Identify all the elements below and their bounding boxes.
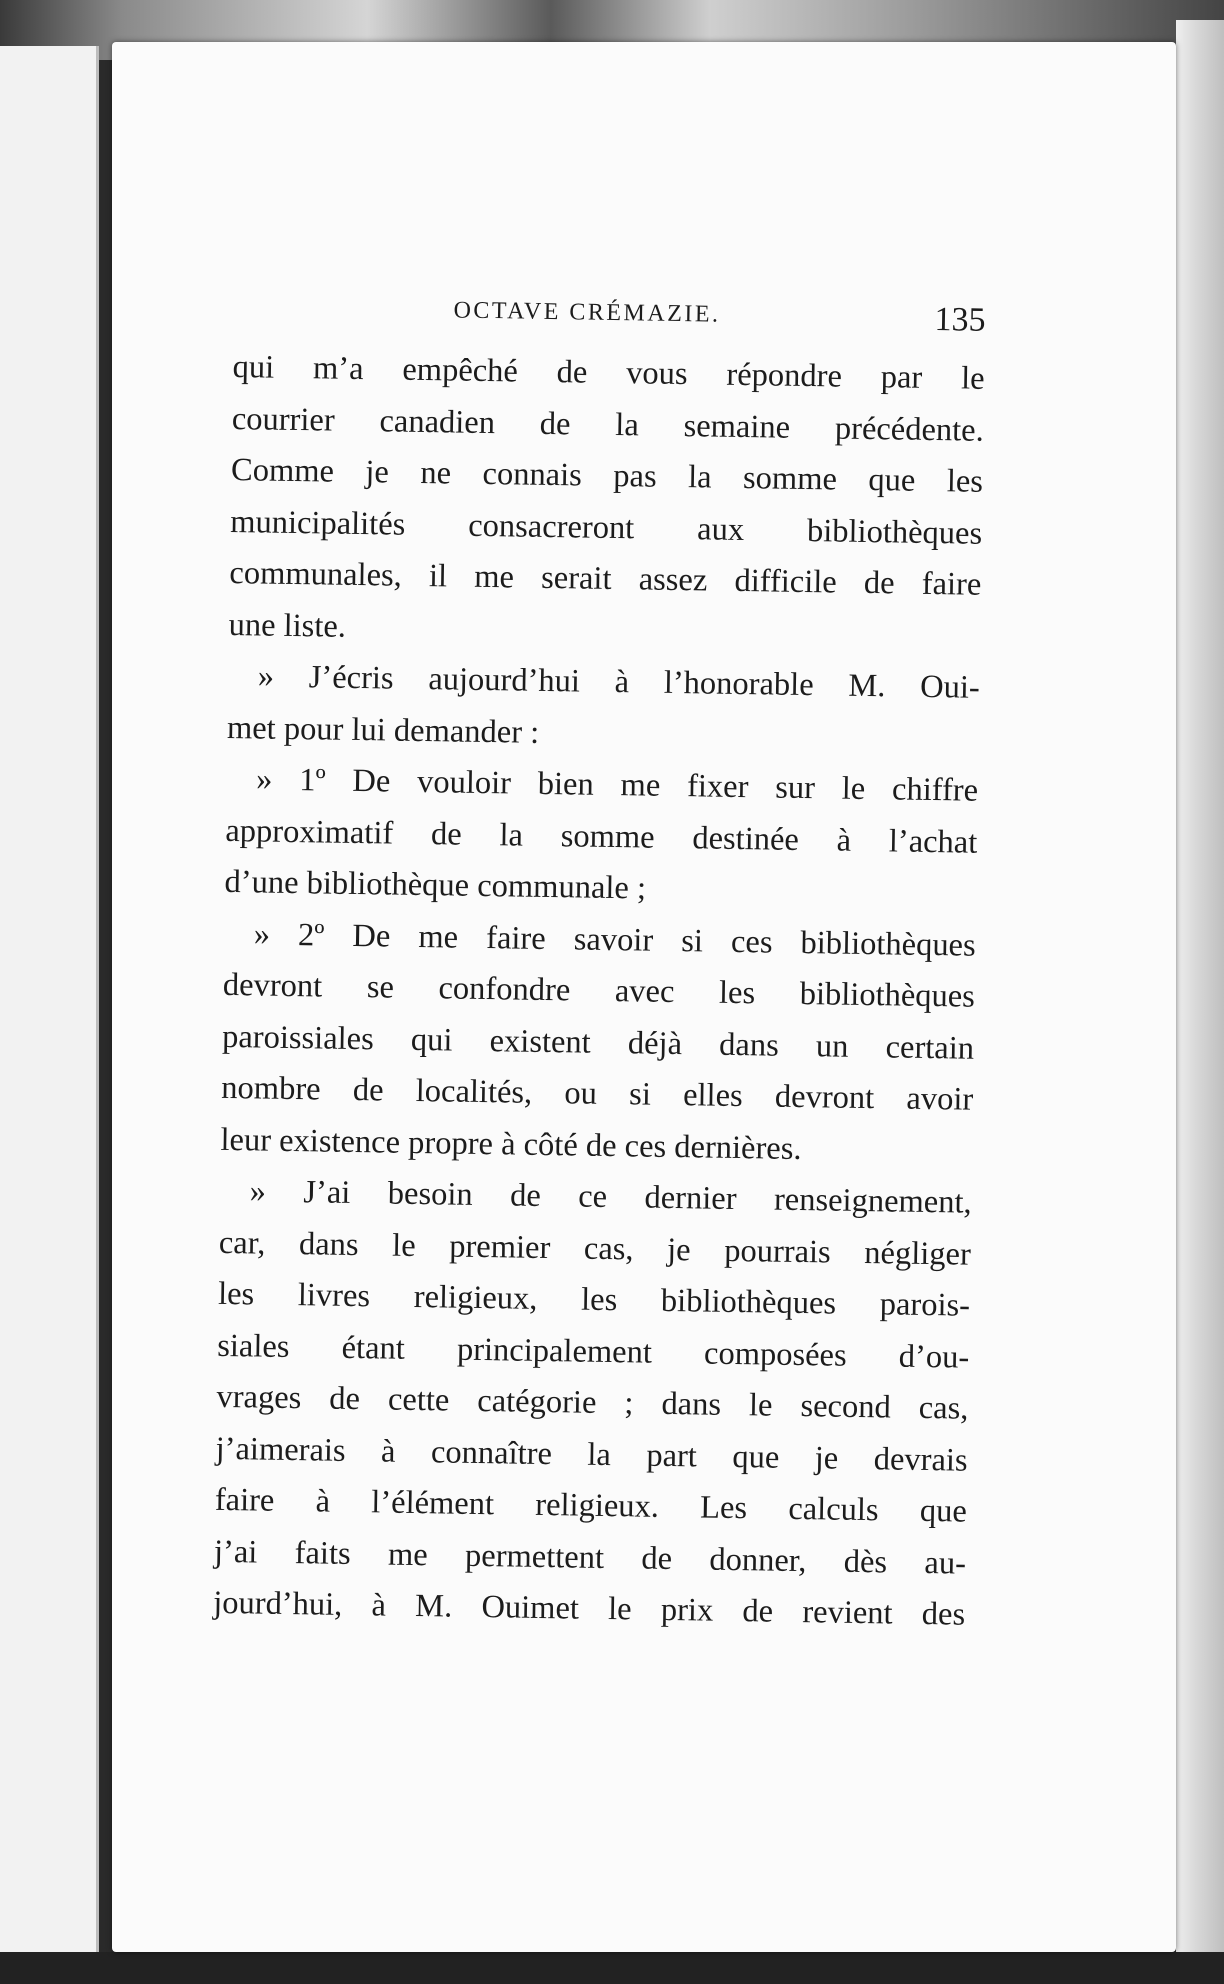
text-line: municipalités consacreront aux bibliothèques xyxy=(229,503,983,552)
text-line: met pour lui demander : xyxy=(226,709,540,751)
running-title: OCTAVE CRÉMAZIE. xyxy=(453,297,721,328)
page-number: 135 xyxy=(934,301,986,339)
text-line: siales étant principalement composées d’ou- xyxy=(217,1327,970,1376)
text-line: » J’ai besoin de ce dernier renseignement, xyxy=(249,1173,972,1221)
scan-bottom-edge xyxy=(0,1952,1224,1984)
text-line: d’une bibliothèque communale ; xyxy=(224,863,647,907)
text-line: nombre de localités, ou si elles devront avoir xyxy=(221,1069,974,1118)
text-line: approximatif de la somme destinée à l’achat xyxy=(225,812,978,861)
text-line: » 2º De me faire savoir si ces bibliothèques xyxy=(253,915,976,964)
text-line: j’aimerais à connaître la part que je devrais xyxy=(215,1430,968,1479)
text-line: » 1º De vouloir bien me fixer sur le chiffre xyxy=(255,761,979,809)
text-line: les livres religieux, les bibliothèques parois- xyxy=(217,1275,971,1324)
text-line: » J’écris aujourd’hui à l’honorable M. Oui- xyxy=(257,658,981,706)
text-line: jourd’hui, à M. Ouimet le prix de revient des xyxy=(212,1584,966,1633)
page-text-block xyxy=(213,282,986,1641)
text-line: communales, il me serait assez difficile de faire xyxy=(229,554,982,603)
text-line: vrages de cette catégorie ; dans le second cas, xyxy=(216,1378,969,1427)
text-line: car, dans le premier cas, je pourrais négliger xyxy=(218,1224,972,1273)
text-line: qui m’a empêché de vous répondre par le xyxy=(232,348,985,397)
running-head xyxy=(233,282,986,354)
text-line: leur existence propre à côté de ces dernières. xyxy=(220,1121,802,1167)
page-stack-edge xyxy=(1176,20,1224,1980)
text-line: Comme je ne connais pas la somme que les xyxy=(230,451,984,500)
text-line: courrier canadien de la semaine précédente. xyxy=(231,400,985,449)
text-line: paroissiales qui existent déjà dans un certain xyxy=(221,1018,975,1067)
left-page-edge xyxy=(0,46,99,1966)
text-line: j’ai faits me permettent de donner, dès au- xyxy=(213,1533,967,1582)
text-line: une liste. xyxy=(228,606,347,645)
text-line: faire à l’élément religieux. Les calculs que xyxy=(214,1481,968,1530)
text-line: devront se confondre avec les bibliothèques xyxy=(222,966,976,1015)
